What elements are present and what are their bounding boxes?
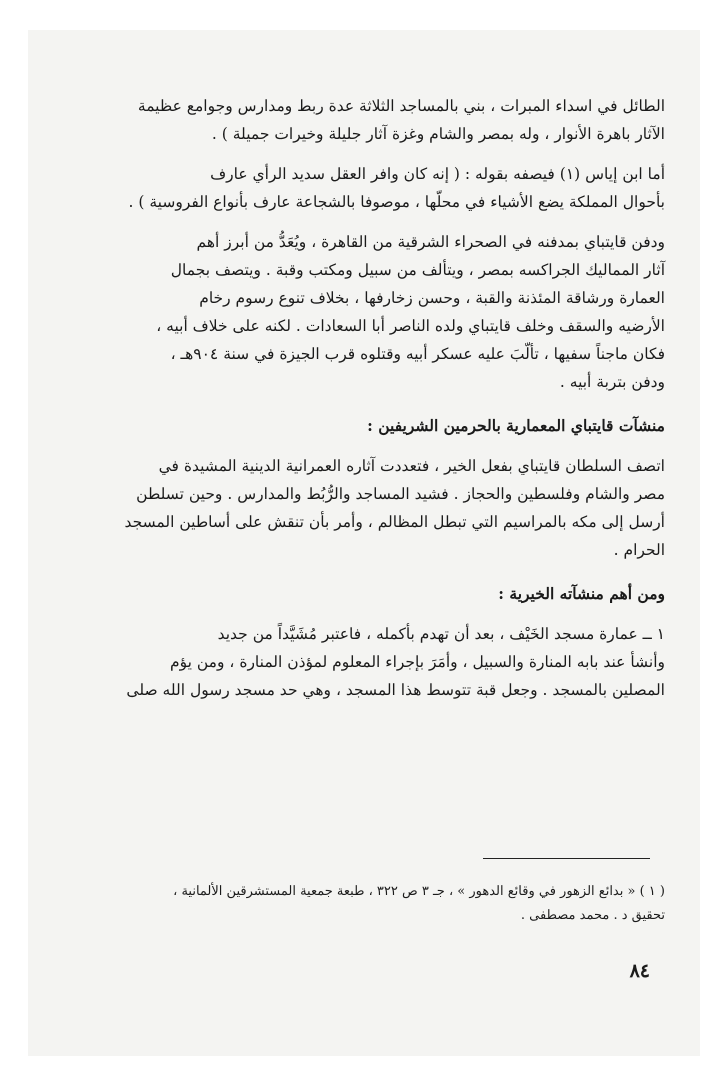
text-line: الحرام . [613, 541, 665, 559]
text-line: فكان ماجناً سفيها ، تألّبَ عليه عسكر أبيه وقتلوه قرب الجيزة في سنة ٩٠٤هـ ، [170, 345, 665, 363]
footnote [83, 880, 665, 928]
text-line: الطائل في اسداء المبرات ، بني بالمساجد الثلاثة عدة ربط ومدارس وجوامع عظيمة [137, 97, 665, 115]
text-line: ودفن قايتباي بمدفنه في الصحراء الشرقية من القاهرة ، ويُعَدُّ من أبرز أهم [196, 233, 665, 251]
page-number: ٨٤ [629, 960, 650, 982]
paragraph-3 [83, 228, 665, 396]
text-line: مصر والشام وفلسطين والحجاز . فشيد المساجد والرُّبُط والمدارس . وحين تسلطن [136, 485, 665, 503]
text-line: أرسل إلى مكه بالمراسيم التي تبطل المظالم ، وأمر بأن تنقش على أساطين المسجد [124, 513, 665, 531]
text-line: آثار المماليك الجراكسه بمصر ، ويتألف من سبيل ومكتب وقبة . ويتصف بجمال [170, 261, 665, 279]
book-page [28, 30, 700, 1056]
text-line: المصلين بالمسجد . وجعل قبة تتوسط هذا المسجد ، وهي حد مسجد رسول الله صلى [126, 681, 665, 699]
paragraph-1 [83, 92, 665, 148]
footnote-divider [483, 858, 650, 859]
paragraph-5 [83, 620, 665, 704]
footnote-line: تحقيق د . محمد مصطفى . [520, 908, 665, 923]
text-line: وأنشأ عند بابه المنارة والسبيل ، وأمَرَ بإجراء المعلوم لمؤذن المنارة ، ومن يؤم [170, 653, 665, 671]
paragraph-4 [83, 452, 665, 564]
text-line: بأحوال المملكة يضع الأشياء في محلّها ، موصوفا بالشجاعة عارف بأنواع الفروسية ) . [128, 193, 665, 211]
paragraph-2 [83, 160, 665, 216]
text-line: أما ابن إياس (١) فيصفه بقوله : ( إنه كان وافر العقل سديد الرأي عارف [210, 165, 665, 183]
section-heading-2: ومن أهم منشآته الخيرية : [498, 584, 665, 603]
text-line: اتصف السلطان قايتباي بفعل الخير ، فتعددت آثاره العمرانية الدينية المشيدة في [158, 457, 665, 475]
text-line: ودفن بتربة أبيه . [559, 373, 665, 391]
body-text [83, 92, 665, 716]
text-line: الآثار باهرة الأنوار ، وله بمصر والشام وغزة آثار جليلة وخيرات جميلة ) . [211, 125, 665, 143]
text-line: ١ ــ عمارة مسجد الخَيْف ، بعد أن تهدم بأكمله ، فاعتبر مُشَيَّداً من جديد [217, 625, 665, 643]
footnote-line: ( ١ ) « بدائع الزهور في وقائع الدهور » ، جـ ٣ ص ٣٢٢ ، طبعة جمعية المستشرقين الألمانية ، [173, 884, 665, 899]
section-heading-1: منشآت قايتباي المعمارية بالحرمين الشريفين : [367, 416, 665, 435]
text-line: العمارة ورشاقة المئذنة والقبة ، وحسن زخارفها ، بخلاف تنوع رسوم رخام [199, 289, 665, 307]
text-line: الأرضيه والسقف وخلف قايتباي ولده الناصر أبا السعادات . لكنه على خلاف أبيه ، [156, 317, 665, 335]
